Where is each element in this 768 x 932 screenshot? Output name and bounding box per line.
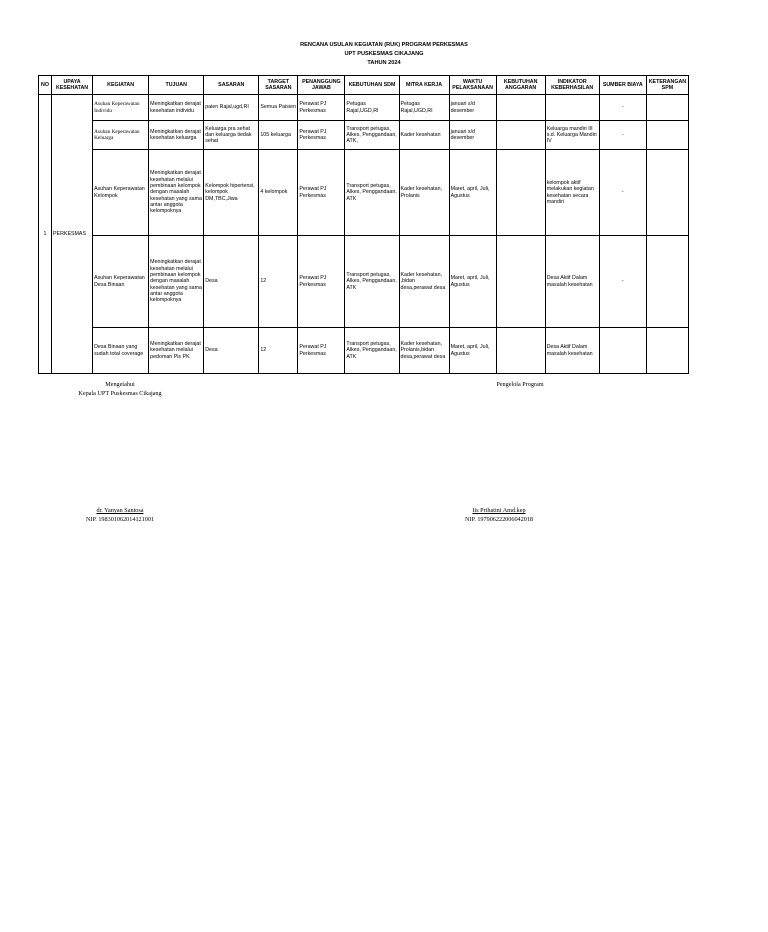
sdm-cell: Transport petugas, Alkes, Penggandaan, ATK (345, 236, 399, 328)
sdm-cell: Transport petugas, Alkes, Penggandaan, ATK (345, 150, 399, 236)
tujuan-cell: Meningkatkan derajat kesehatan keluarga (149, 121, 204, 150)
title-line-3: TAHUN 2024 (367, 60, 401, 66)
col-keterangan-spm: KETERANGAN SPM (646, 76, 688, 95)
left-signer-nip: NIP. 198301062014121001 (85, 516, 155, 523)
spm-cell (646, 236, 688, 328)
col-waktu-pelaksanaan: WAKTU PELAKSANAAN (449, 76, 496, 95)
pj-cell: Perawat PJ Perkesmas (298, 236, 345, 328)
sumber-cell: - (599, 95, 646, 121)
sasaran-cell: Keluarga pra sehat dan keluarga tiedak sehat (204, 121, 259, 150)
right-signer-name: Iis Prihatini Amd.kep (472, 507, 526, 514)
sdm-cell: Transport petugas, Alkes, Penggandaan, ATK, (345, 121, 399, 150)
target-cell: 12 (259, 236, 298, 328)
left-signer-name: dr. Yanyan Santosa (96, 507, 144, 514)
left-sign-label: Mengetahui (105, 381, 135, 388)
right-signature-heading (470, 380, 570, 389)
mitra-cell: Kader kesehatan, Prolanis (399, 150, 449, 236)
target-cell: Semua Paisien (259, 95, 298, 121)
col-indikator-keberhasilan: INDIKATOR KEBERHASILAN (545, 76, 599, 95)
target-cell: 4 kelompok (259, 150, 298, 236)
waktu-cell: januari s/d desember (449, 121, 496, 150)
tujuan-cell: Meningkatkan derajat kesehatan melalui pedoman Pis PK (149, 328, 204, 374)
waktu-cell: Maret, april, Juli, Agustus (449, 328, 496, 374)
col-upaya-kesehatan: UPAYA KESEHATAN (52, 76, 93, 95)
left-sign-position: Kepala UPT Puskesmas Cikajang (78, 390, 162, 397)
mitra-cell: Kader kesehatan (399, 121, 449, 150)
upaya-kesehatan-cell: PERKESMAS (52, 95, 93, 374)
table-row (39, 150, 689, 236)
indikator-cell (545, 95, 599, 121)
indikator-cell: kelompok aktif melakukan kegiatan kesehatan secara mandiri (545, 150, 599, 236)
table-row (39, 236, 689, 328)
indikator-cell: Desa Aktif Dalam masalah kesehatan (545, 328, 599, 374)
col-kegiatan: KEGIATAN (93, 76, 149, 95)
pj-cell: Perawat PJ Perkesmas (298, 150, 345, 236)
sdm-cell: Petugas Rajal,UGD,RI (345, 95, 399, 121)
table-row (39, 95, 689, 121)
waktu-cell: januari s/d desember (449, 95, 496, 121)
spm-cell (646, 328, 688, 374)
sumber-cell: - (599, 121, 646, 150)
anggaran-cell (496, 236, 545, 328)
sumber-cell (599, 328, 646, 374)
spm-cell (646, 121, 688, 150)
col-target-sasaran: TARGET SASARAN (259, 76, 298, 95)
col-sumber-biaya: SUMBER BIAYA (599, 76, 646, 95)
sasaran-cell: Kelompok hipertensi, kelompok DM,TBC,Jiwa (204, 150, 259, 236)
pj-cell: Perawat PJ Perkesmas (298, 95, 345, 121)
anggaran-cell (496, 328, 545, 374)
tujuan-cell: Meningkatkan derajat kesehatan individu (149, 95, 204, 121)
sdm-cell: Transport petugas, Alkes, Penggandaan, ATK (345, 328, 399, 374)
pj-cell: Perawat PJ Perkesmas (298, 328, 345, 374)
right-signer-nip: NIP. 197906222006042018 (464, 516, 534, 523)
sasaran-cell: Desa (204, 328, 259, 374)
pj-cell: Perawat PJ Perkesmas (298, 121, 345, 150)
col-mitra-kerja: MITRA KERJA (399, 76, 449, 95)
sumber-cell: - (599, 150, 646, 236)
anggaran-cell (496, 95, 545, 121)
indikator-cell: Keluarga mandiri III s.d. Keluarga Mandiri IV (545, 121, 599, 150)
right-signature-block (446, 506, 552, 524)
right-sign-label: Pengelola Program (496, 381, 544, 388)
table-row (39, 121, 689, 150)
col-kebutuhan-anggaran: KEBUTUHAN ANGGARAN (496, 76, 545, 95)
col-kebutuhan-sdm: KEBUTUHAN SDM (345, 76, 399, 95)
anggaran-cell (496, 150, 545, 236)
col-no: NO (39, 76, 52, 95)
waktu-cell: Maret, april, Juli, Agustus (449, 150, 496, 236)
kegiatan-cell: Asuhan Keperawatan Keluarga (93, 121, 149, 150)
kegiatan-cell: Desa Binaan yang sudah total coverage (93, 328, 149, 374)
target-cell: 105 keluarga (259, 121, 298, 150)
indikator-cell: Desa Aktif Dalam masalah kesehatan (545, 236, 599, 328)
sumber-cell: - (599, 236, 646, 328)
waktu-cell: Maret, april, Juli, Agustus (449, 236, 496, 328)
mitra-cell: Kader kesehatan, Prolanis,bidan desa,perawat desa (399, 328, 449, 374)
tujuan-cell: Meningkatkan derajat kesehatan melalui pembinaan kelompok dengan masalah kesehatan yang sama antar anggota kelompoknya (149, 236, 204, 328)
kegiatan-cell: Asuhan Keperawatan Kelompok (93, 150, 149, 236)
tujuan-cell: Meningkatkan derajat kesehatan melalui pembinaan kelompok dengan masalah kesehatan yang sama antar anggota kelompoknya (149, 150, 204, 236)
col-tujuan: TUJUAN (149, 76, 204, 95)
mitra-cell: Kader kesehatan, ,bidan desa,perawat desa (399, 236, 449, 328)
sasaran-cell: Desa (204, 236, 259, 328)
left-signature-block (60, 506, 180, 524)
target-cell: 12 (259, 328, 298, 374)
kegiatan-cell: Asuhan Keperawatan Individu (93, 95, 149, 121)
title-line-2: UPT PUSKESMAS CIKAJANG (344, 51, 424, 57)
table-header-row (39, 76, 689, 95)
title-line-1: RENCANA USULAN KEGIATAN (RUK) PROGRAM PERKESMAS (300, 42, 468, 48)
col-penanggung-jawab: PENANGGUNG JAWAB (298, 76, 345, 95)
document-title (0, 41, 768, 68)
mitra-cell: Petugas Rajal,UGD,RI (399, 95, 449, 121)
spm-cell (646, 95, 688, 121)
anggaran-cell (496, 121, 545, 150)
ruk-table (38, 75, 689, 374)
spm-cell (646, 150, 688, 236)
kegiatan-cell: Asuhan Keperawatan Desa Binaan (93, 236, 149, 328)
sasaran-cell: paien Rajal,ugd,RI (204, 95, 259, 121)
table-row (39, 328, 689, 374)
col-sasaran: SASARAN (204, 76, 259, 95)
left-signature-heading (60, 380, 180, 398)
row-number: 1 (39, 95, 52, 374)
